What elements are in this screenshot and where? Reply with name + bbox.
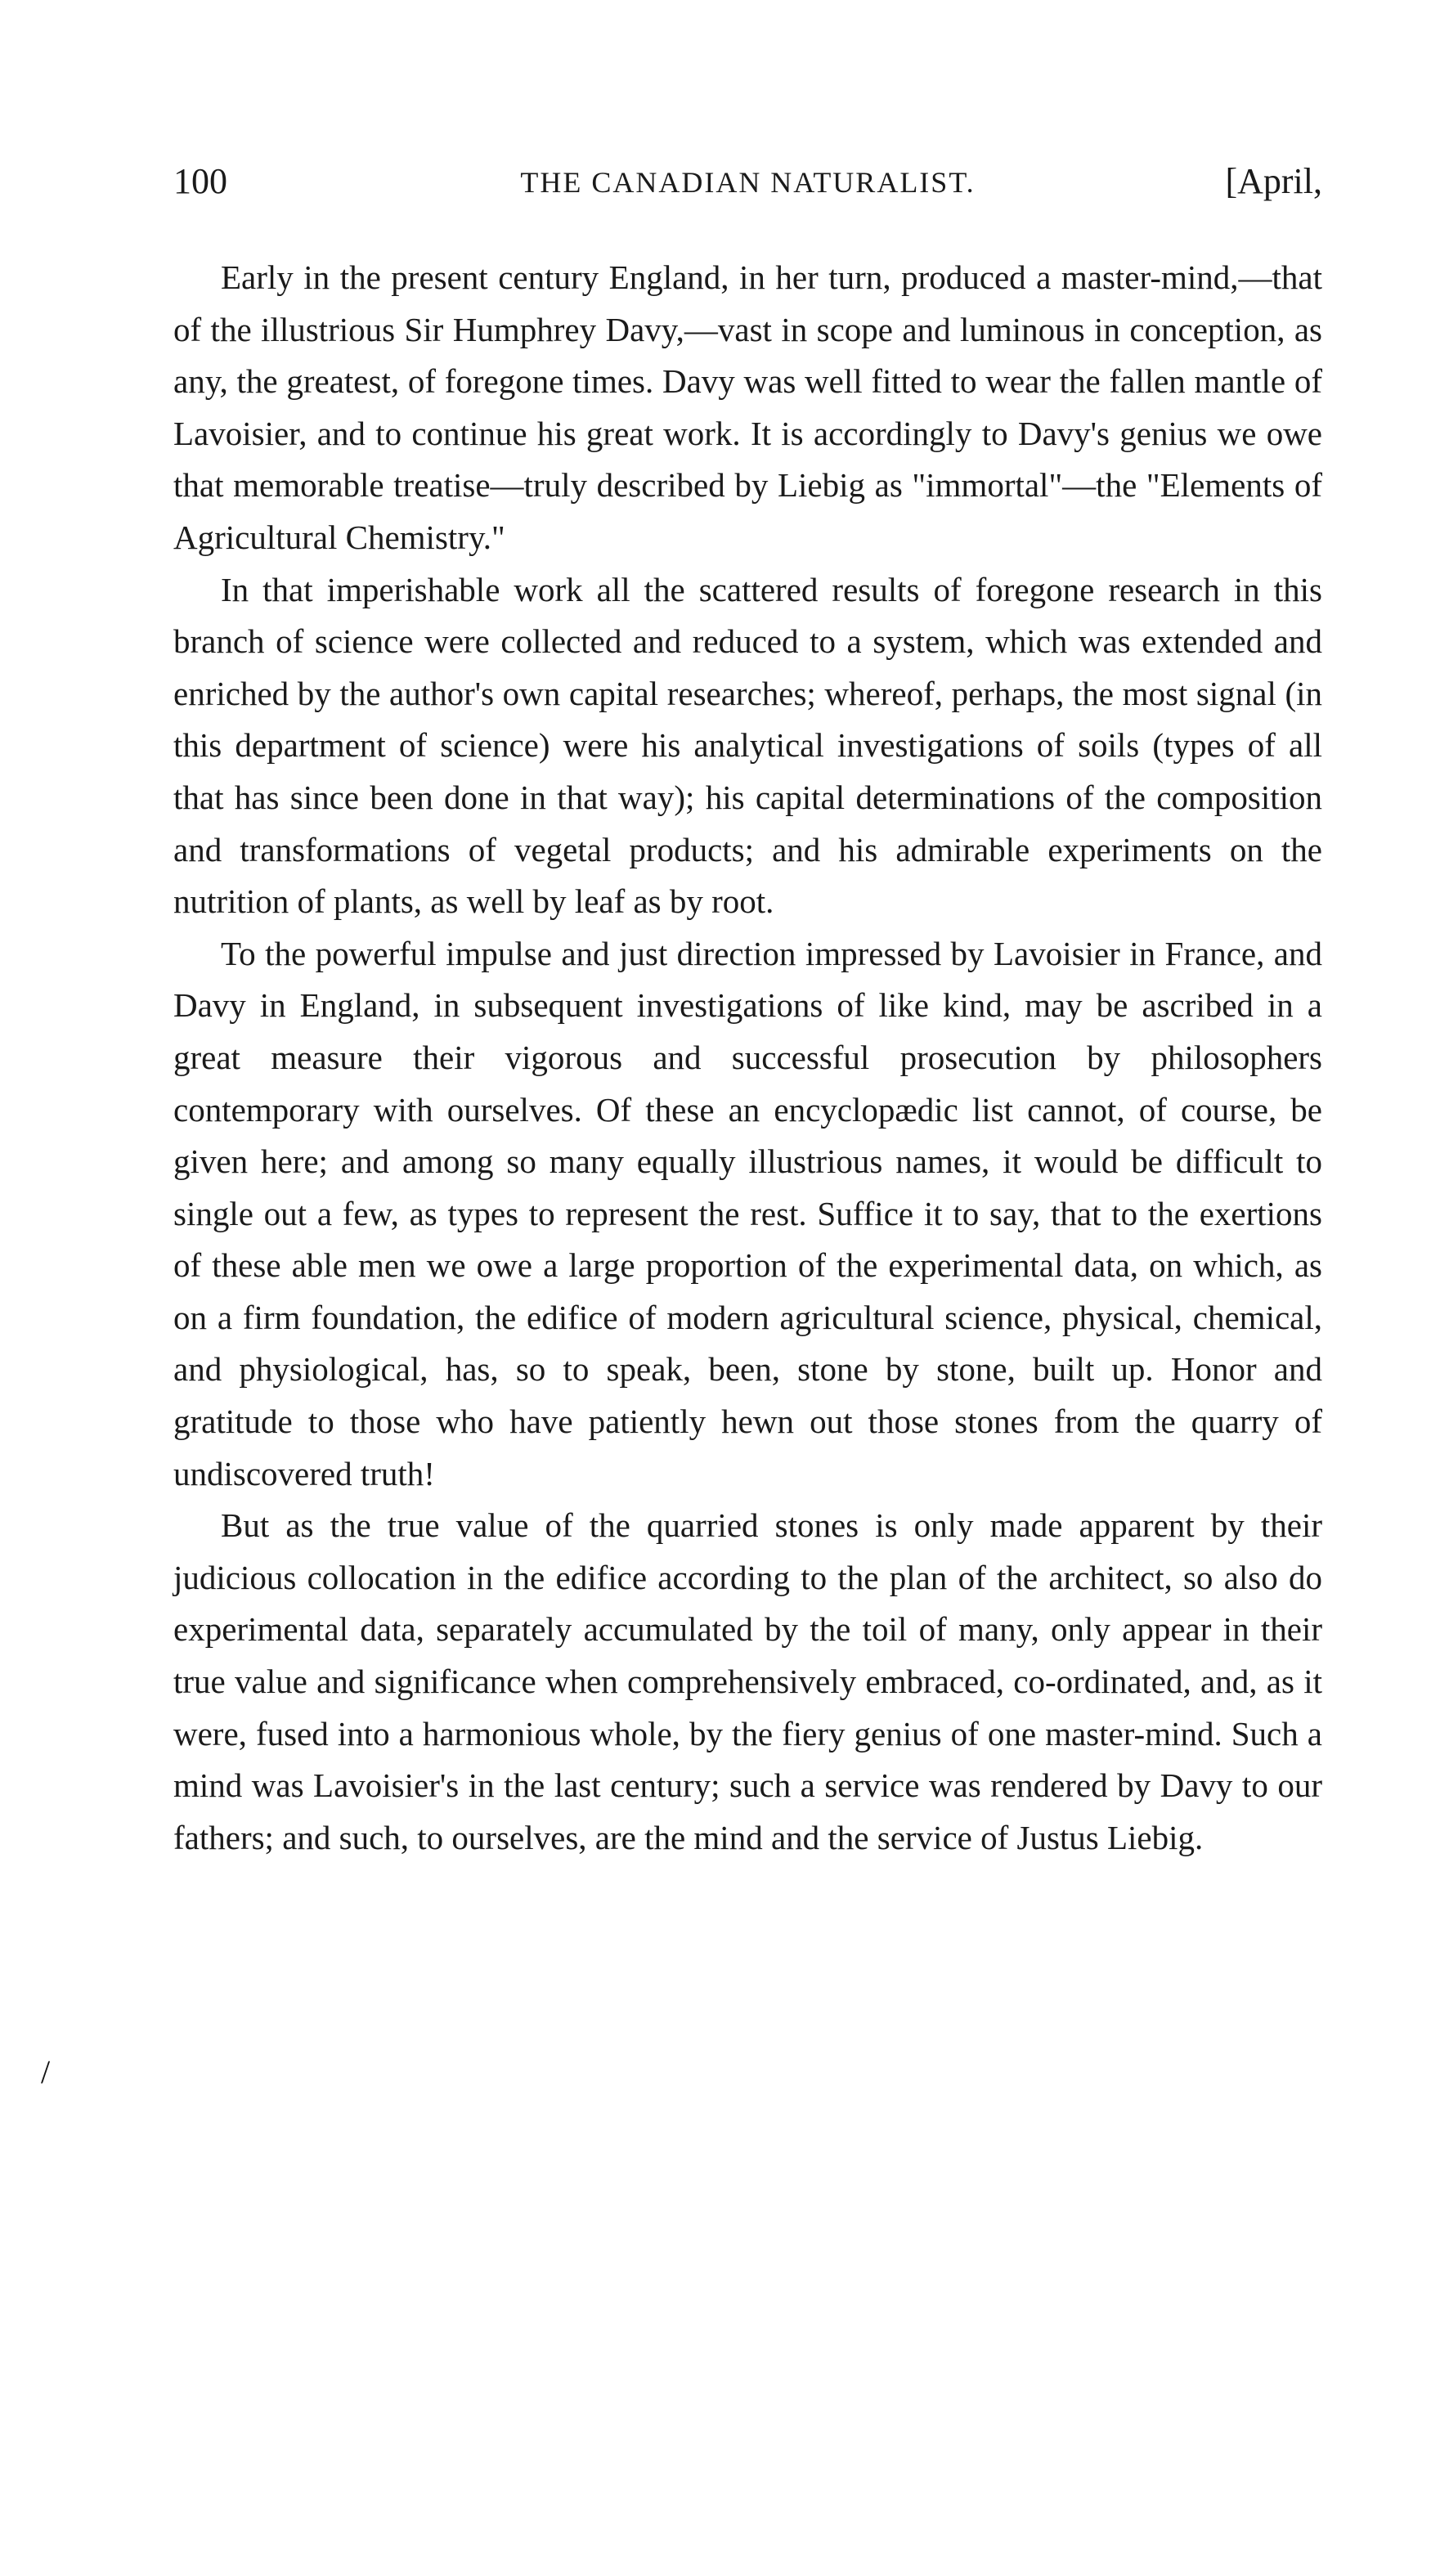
issue-month: [April, [1225,161,1322,201]
paragraph-powerful-impulse: To the powerful impulse and just direction impressed by Lavoisier in France, and Davy in England, in subsequent investigations of like kind, may be ascribed in a great measure their vigorous and successful prosecution by philosophers contemporary with ourselves. Of these an encyclopædic list cannot, of course, be given here; and among so many equally illustrious names, it would be difficult to single out a few, as types to represent the rest. Suffice it to say, that to the exertions of these able men we owe a large proportion of the experimental data, on which, as on a firm foundation, the edifice of modern agricultural science, physical, chemical, and physiological, has, so to speak, been, stone by stone, built up. Honor and gratitude to those who have patiently hewn out those stones from the quarry of undiscovered truth! [173,934,1322,1492]
paragraph-davy: Early in the present century England, in her turn, produced a master-mind,—that of the illustrious Sir Humphrey Davy,—vast in scope and luminous in conception, as any, the greatest, of foregone times. Davy was well fitted to wear the fallen mantle of Lavoisier, and to continue his great work. It is accordingly to Davy's genius we owe that memorable treatise—truly described by Liebig as "immortal"—the "Elements of Agricultural Chemistry." [173,258,1322,556]
page-number: 100 [173,161,227,201]
running-header [173,160,1322,218]
margin-pencil-mark: / [41,2053,51,2090]
journal-title: THE CANADIAN NATURALIST. [520,166,976,199]
article-body [173,252,1322,1864]
paragraph-imperishable-work: In that imperishable work all the scattered results of foregone research in this branch of science were collected and reduced to a system, which was extended and enriched by the author's own capital researches; whereof, perhaps, the most signal (in this department of science) were his analytical investigations of soils (types of all that has since been done in that way); his capital determinations of the composition and transformations of vegetal products; and his admirable experiments on the nutrition of plants, as well by leaf as by root. [173,570,1322,921]
paragraph-quarried-stones: But as the true value of the quarried stones is only made apparent by their judicious collocation in the edifice according to the plan of the architect, so also do experimental data, separately accumulated by the toil of many, only appear in their true value and significance when comprehensively embraced, co-ordinated, and, as it were, fused into a harmonious whole, by the fiery genius of one master-mind. Such a mind was Lavoisier's in the last century; such a service was rendered by Davy to our fathers; and such, to ourselves, are the mind and the service of Justus Liebig. [173,1506,1322,1856]
book-page [173,160,1322,1864]
